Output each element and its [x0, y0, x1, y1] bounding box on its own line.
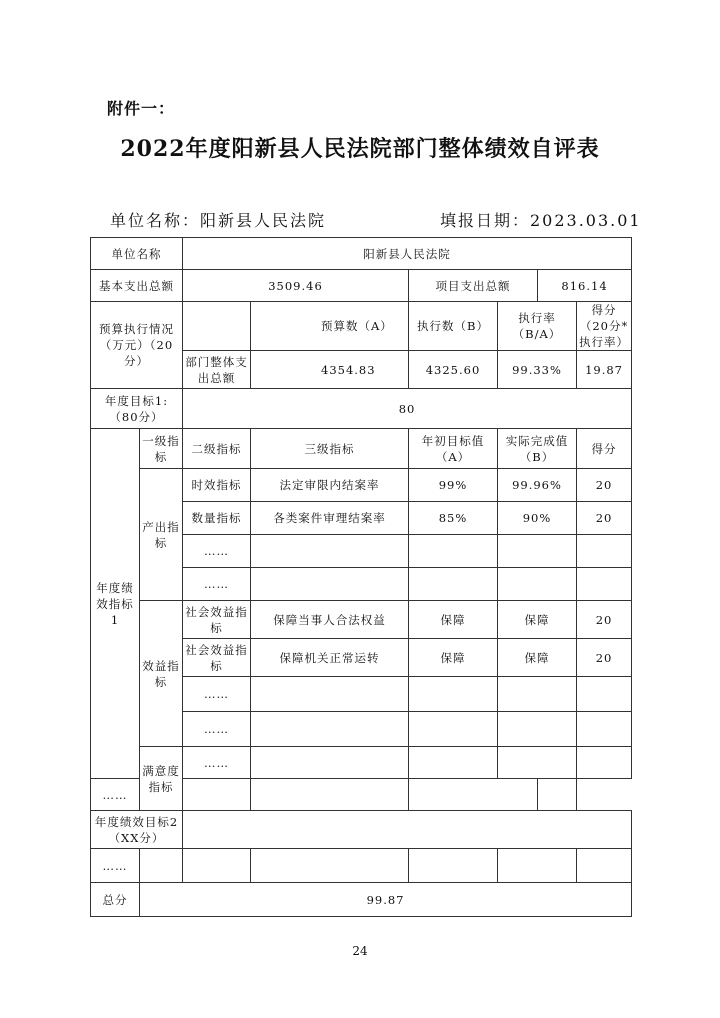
row-expenses	[91, 270, 632, 302]
score-cell: 20	[577, 469, 632, 502]
ellipsis-cell: ……	[183, 568, 251, 601]
target-cell: 85%	[409, 502, 498, 535]
level2-cell: 社会效益指标	[183, 601, 251, 639]
actual-cell: 保障	[498, 639, 577, 677]
row-budget-header	[91, 302, 632, 351]
col-score: 得分	[577, 429, 632, 469]
row-goal2	[91, 811, 632, 849]
basic-expense-value: 3509.46	[183, 270, 409, 302]
ellipsis-cell: ……	[183, 712, 251, 747]
unit-name-label: 单位名称	[91, 238, 183, 270]
budget-col-score: 得分（20分*执行率）	[577, 302, 632, 351]
col-actual: 实际完成值（B）	[498, 429, 577, 469]
table-row	[91, 747, 632, 779]
table-row	[91, 601, 632, 639]
unit-name-line: 单位名称：阳新县人民法院	[110, 211, 327, 230]
score-cell: 20	[577, 639, 632, 677]
level3-cell: 各类案件审理结案率	[251, 502, 409, 535]
target-cell: 保障	[409, 639, 498, 677]
score-cell: 20	[577, 502, 632, 535]
budget-score-value: 19.87	[577, 351, 632, 389]
budget-b-value: 4325.60	[409, 351, 498, 389]
actual-cell: 99.96%	[498, 469, 577, 502]
col-level2: 二级指标	[183, 429, 251, 469]
level2-cell: 时效指标	[183, 469, 251, 502]
page-number: 24	[352, 944, 368, 958]
attachment-label: 附件一：	[107, 99, 176, 118]
actual-cell: 90%	[498, 502, 577, 535]
total-value: 99.87	[140, 883, 632, 917]
fill-date-line: 填报日期：2023.03.01	[440, 211, 642, 230]
performance-table-main	[90, 237, 632, 917]
budget-col-b: 执行数（B）	[409, 302, 498, 351]
target-cell: 99%	[409, 469, 498, 502]
col-target: 年初目标值（A）	[409, 429, 498, 469]
level3-cell: 保障机关正常运转	[251, 639, 409, 677]
actual-cell: 保障	[498, 601, 577, 639]
row-unit-name	[91, 238, 632, 270]
level2-cell: 社会效益指标	[183, 639, 251, 677]
table-row	[91, 469, 632, 502]
ellipsis-cell: ……	[91, 849, 140, 883]
budget-col-rate: 执行率（B/A）	[498, 302, 577, 351]
project-expense-value: 816.14	[538, 270, 632, 302]
ellipsis-cell: ……	[183, 747, 251, 779]
row-goal1	[91, 389, 632, 429]
budget-col-a: 预算数（A）	[251, 302, 409, 351]
benefit-label: 效益指标	[140, 601, 183, 747]
score-cell: 20	[577, 601, 632, 639]
row-more	[91, 849, 632, 883]
project-expense-label: 项目支出总额	[409, 270, 538, 302]
level3-cell: 保障当事人合法权益	[251, 601, 409, 639]
perf1-label: 年度绩效指标1	[91, 429, 140, 779]
level3-cell: 法定审限内结案率	[251, 469, 409, 502]
budget-blank-cell	[183, 302, 251, 351]
goal1-label: 年度目标1:（80分）	[91, 389, 183, 429]
dept-total-label: 部门整体支出总额	[183, 351, 251, 389]
basic-expense-label: 基本支出总额	[91, 270, 183, 302]
satisfaction-label: 满意度指标	[140, 747, 183, 811]
total-label: 总分	[91, 883, 140, 917]
target-cell: 保障	[409, 601, 498, 639]
output-label: 产出指标	[140, 469, 183, 601]
ellipsis-cell: ……	[183, 677, 251, 712]
unit-name-value: 阳新县人民法院	[183, 238, 632, 270]
goal1-value: 80	[183, 389, 632, 429]
col-level1: 一级指标	[140, 429, 183, 469]
goal2-label: 年度绩效目标2（XX分）	[91, 811, 183, 849]
ellipsis-cell: ……	[91, 779, 140, 811]
page-title: 2022年度阳新县人民法院部门整体绩效自评表	[120, 136, 600, 162]
level2-cell: 数量指标	[183, 502, 251, 535]
budget-a-value: 4354.83	[251, 351, 409, 389]
ellipsis-cell: ……	[183, 535, 251, 568]
col-level3: 三级指标	[251, 429, 409, 469]
row-indicator-header	[91, 429, 632, 469]
budget-rate-value: 99.33%	[498, 351, 577, 389]
budget-exec-label: 预算执行情况（万元）（20分）	[91, 302, 183, 389]
row-total	[91, 883, 632, 917]
